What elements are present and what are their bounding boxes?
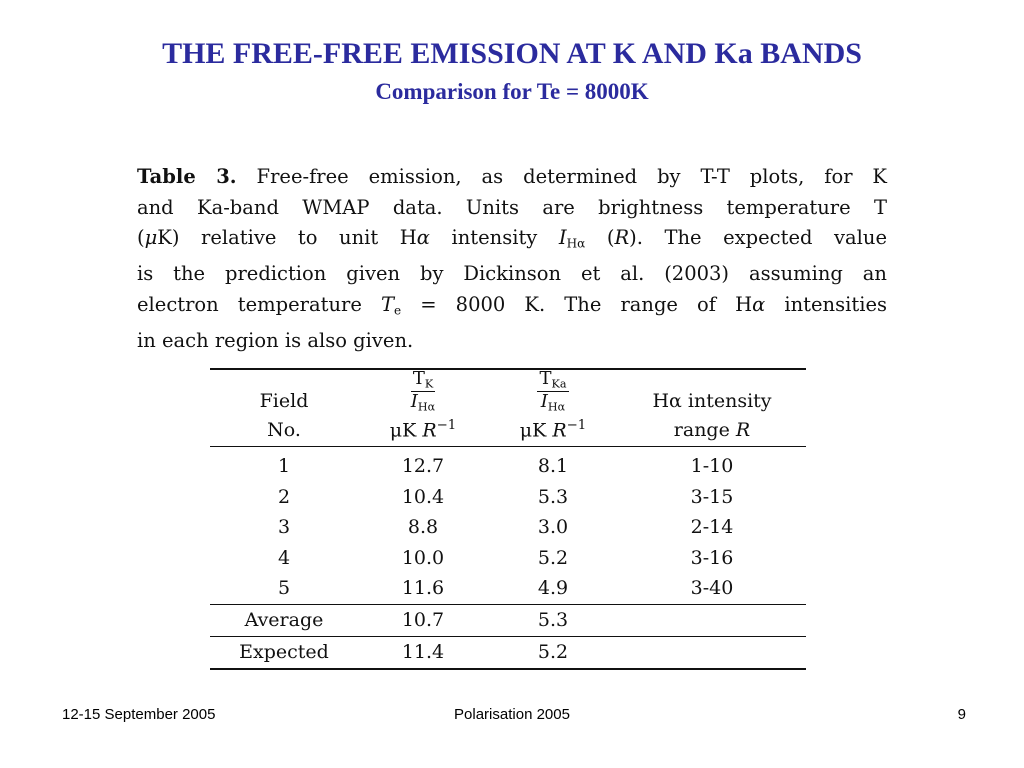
- caption-text: (: [606, 226, 615, 250]
- slide-title: THE FREE-FREE EMISSION AT K AND Ka BANDS: [162, 37, 862, 70]
- expected-tka: 5.2: [488, 636, 618, 669]
- slide-subtitle: Comparison for Te = 8000K: [375, 79, 649, 104]
- caption-subscript: e: [394, 303, 402, 318]
- caption-text: (: [137, 226, 145, 250]
- cell-range: 3-40: [690, 577, 734, 600]
- caption-text: electron temperature: [137, 293, 362, 316]
- table-body: [210, 447, 806, 605]
- header-ka-fraction: $\frac{T_{Ka}}{I_{H\alpha}}$: [539, 368, 567, 413]
- caption-text: Free-free emission, as determined by T-T plots, for K: [256, 165, 888, 188]
- caption-line-6: in each region is also given.: [137, 329, 414, 353]
- table-header: [210, 369, 806, 447]
- cell-tk: 11.6: [401, 577, 445, 600]
- table-row: [210, 543, 806, 574]
- caption-subscript: Hα: [566, 236, 586, 251]
- footer-page-number: 9: [957, 706, 966, 723]
- caption-symbol: μ: [144, 226, 158, 250]
- header-field-no: No.: [210, 414, 358, 447]
- cell-field: 2: [277, 485, 291, 508]
- table-row: [210, 573, 806, 604]
- caption-line-3: [137, 223, 887, 259]
- table-row-expected: [210, 636, 806, 669]
- caption-label: Table 3.: [137, 165, 237, 188]
- table-caption: [137, 162, 887, 357]
- emission-table: [210, 368, 806, 670]
- cell-field: 1: [277, 455, 291, 478]
- cell-tk: 12.7: [401, 455, 445, 478]
- caption-text: = 8000 K. The range of H: [420, 293, 753, 316]
- caption-line-4: is the prediction given by Dickinson et al. (2003) assuming an: [137, 262, 887, 286]
- caption-text: intensity: [451, 226, 538, 250]
- average-tk: 10.7: [358, 604, 488, 636]
- cell-tka: 4.9: [537, 577, 569, 600]
- caption-symbol: T: [380, 293, 394, 316]
- cell-range: 3-16: [690, 546, 734, 569]
- average-range: [618, 604, 806, 636]
- footer-date: 12-15 September 2005: [62, 706, 216, 723]
- table-summary: [210, 604, 806, 669]
- cell-tka: 8.1: [537, 455, 569, 478]
- cell-field: 3: [277, 516, 291, 539]
- caption-line-2: and Ka-band WMAP data. Units are brightness temperature T: [137, 195, 887, 219]
- cell-tk: 10.4: [401, 485, 445, 508]
- header-range-unit: range R: [618, 414, 806, 447]
- expected-range: [618, 636, 806, 669]
- caption-line-5: [137, 290, 887, 326]
- caption-symbol: α: [752, 293, 766, 316]
- table-row: [210, 447, 806, 482]
- cell-field: 5: [277, 577, 291, 600]
- caption-symbol: R: [614, 226, 630, 250]
- caption-symbol: I: [558, 226, 567, 250]
- cell-tk: 8.8: [407, 516, 439, 539]
- footer-title: Polarisation 2005: [454, 706, 570, 723]
- cell-range: 1-10: [690, 455, 734, 478]
- caption-text: K) relative to unit H: [157, 226, 417, 250]
- header-k-unit: μK $R^{-1}$: [358, 414, 488, 447]
- expected-tk: 11.4: [358, 636, 488, 669]
- cell-tka: 3.0: [537, 516, 569, 539]
- header-ka-unit: μK $R^{-1}$: [488, 414, 618, 447]
- cell-tka: 5.3: [537, 485, 569, 508]
- cell-range: 3-15: [690, 485, 734, 508]
- cell-tka: 5.2: [537, 546, 569, 569]
- header-field: Field: [259, 390, 309, 412]
- header-k-fraction: $\frac{T_K}{I_{H\alpha}}$: [410, 368, 436, 413]
- table-row: [210, 482, 806, 513]
- average-label: Average: [210, 604, 358, 636]
- caption-text: intensities: [784, 293, 887, 316]
- caption-text: ). The expected value: [629, 226, 887, 250]
- cell-field: 4: [277, 546, 291, 569]
- cell-range: 2-14: [690, 516, 734, 539]
- table-row-average: [210, 604, 806, 636]
- caption-line-1: [137, 162, 887, 193]
- cell-tk: 10.0: [401, 546, 445, 569]
- expected-label: Expected: [210, 636, 358, 669]
- average-tka: 5.3: [488, 604, 618, 636]
- caption-symbol: α: [416, 226, 430, 250]
- table-row: [210, 512, 806, 543]
- header-range: Hα intensity: [652, 390, 772, 412]
